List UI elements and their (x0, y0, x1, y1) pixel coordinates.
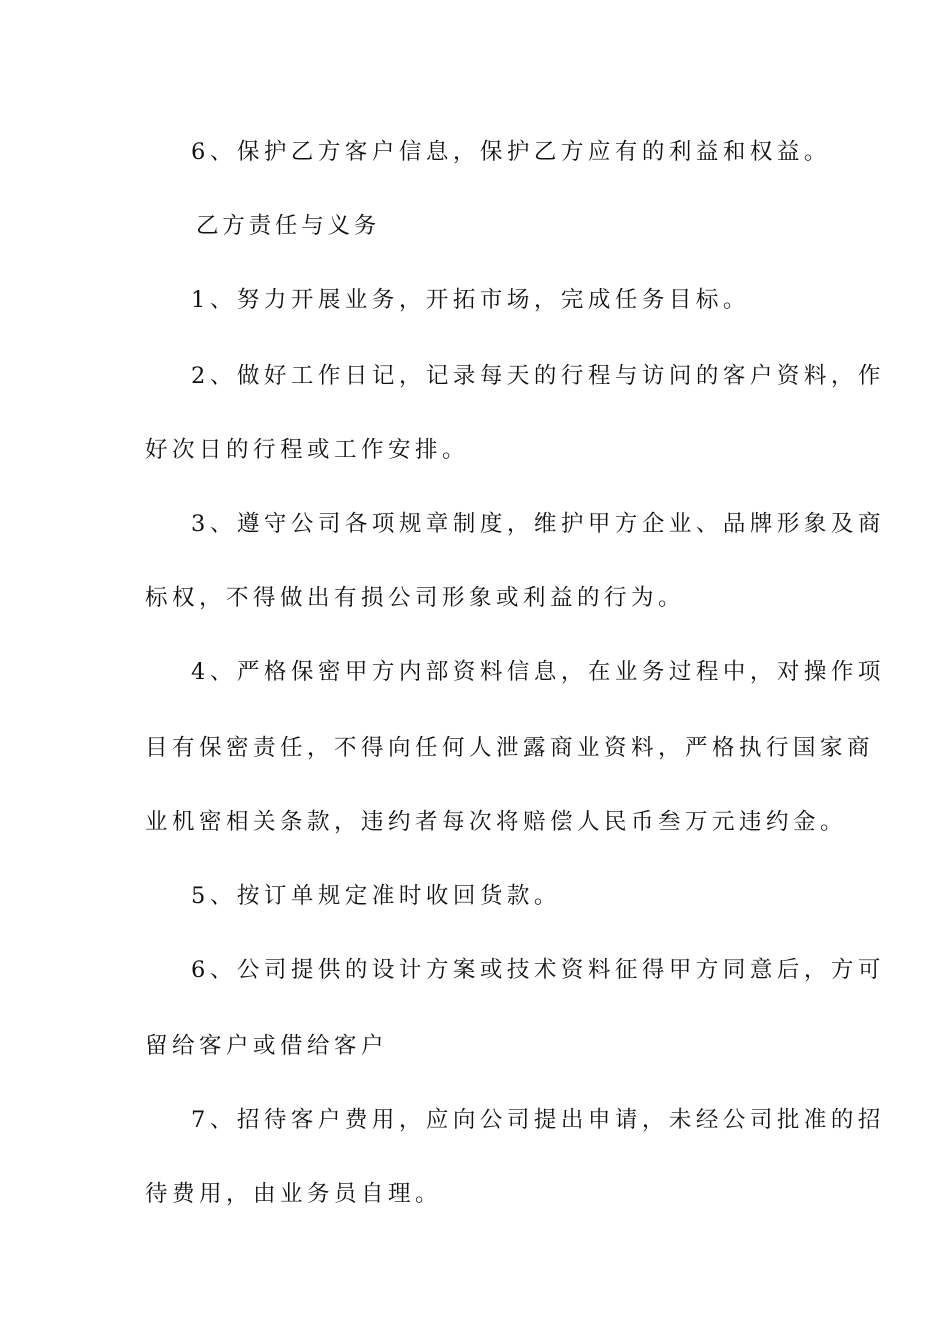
paragraph-line-5: 好次日的行程或工作安排。 (145, 437, 470, 463)
paragraph-line-9: 目有保密责任，不得向任何人泄露商业资料，严格执行国家商 (145, 735, 875, 761)
paragraph-line-12: 6、公司提供的设计方案或技术资料征得甲方同意后，方可 (191, 957, 885, 983)
paragraph-line-6: 3、遵守公司各项规章制度，维护甲方企业、品牌形象及商 (191, 511, 885, 537)
paragraph-line-15: 待费用，由业务员自理。 (145, 1181, 443, 1207)
paragraph-line-10: 业机密相关条款，违约者每次将赔偿人民币叁万元违约金。 (145, 809, 848, 835)
paragraph-line-13: 留给客户或借给客户 (145, 1033, 389, 1059)
paragraph-line-3: 1、努力开展业务，开拓市场，完成任务目标。 (191, 287, 750, 313)
paragraph-line-7: 标权，不得做出有损公司形象或利益的行为。 (145, 585, 686, 611)
paragraph-line-14: 7、招待客户费用，应向公司提出申请，未经公司批准的招 (191, 1107, 885, 1133)
section-heading: 乙方责任与义务 (196, 213, 381, 239)
paragraph-line-11: 5、按订单规定准时收回货款。 (191, 883, 561, 909)
paragraph-line-4: 2、做好工作日记，记录每天的行程与访问的客户资料，作 (191, 363, 885, 389)
paragraph-line-1: 6、保护乙方客户信息，保护乙方应有的利益和权益。 (191, 139, 831, 165)
paragraph-line-8: 4、严格保密甲方内部资料信息，在业务过程中，对操作项 (191, 659, 885, 685)
